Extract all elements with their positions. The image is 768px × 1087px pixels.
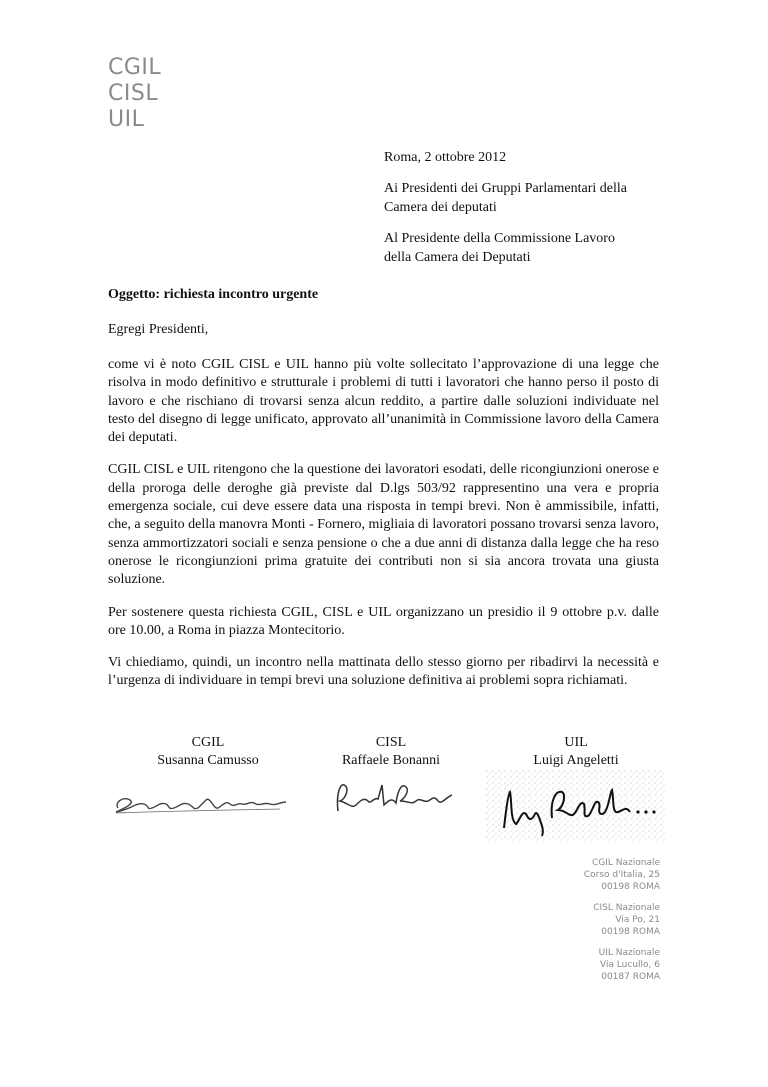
signer-cgil (108, 734, 308, 770)
signer-cisl-org: CISL (375, 735, 407, 750)
logo-uil: UIL (108, 107, 145, 132)
signature-camusso (110, 780, 290, 820)
address-cisl-line1: Via Po, 21 (615, 915, 660, 925)
address-uil (560, 947, 660, 983)
recipient-1-line1: Ai Presidenti dei Gruppi Parlamentari della (384, 181, 627, 196)
logo-cgil: CGIL (108, 55, 162, 80)
body-paragraph-4: Vi chiediamo, quindi, un incontro nella mattinata dello stesso giorno per ribadirvi la necessità e l’urgenza di individuare in tempi brevi una soluzione definitiva ai problemi sopra richiamati. (108, 655, 659, 689)
signature-angeletti (486, 770, 666, 842)
footer-addresses (560, 857, 660, 992)
recipient-2-line1: Al Presidente della Commissione Lavoro (384, 231, 615, 246)
address-cisl-line2: 00198 ROMA (601, 927, 660, 937)
letterhead-logo (108, 55, 161, 133)
recipient-2 (384, 229, 684, 267)
letter-date: Roma, 2 ottobre 2012 (384, 150, 507, 165)
recipient-1-line2: Camera dei deputati (384, 200, 497, 215)
signature-bonanni (330, 775, 460, 820)
recipient-1 (384, 179, 684, 217)
recipient-2-line2: della Camera dei Deputati (384, 250, 531, 265)
address-cgil-line2: 00198 ROMA (601, 882, 660, 892)
signer-cgil-name: Susanna Camusso (157, 753, 259, 768)
address-cisl-title: CISL Nazionale (593, 903, 660, 913)
address-cisl (560, 902, 660, 938)
letter-body (108, 356, 659, 705)
subject-line: Oggetto: richiesta incontro urgente (108, 287, 319, 302)
body-paragraph-2: CGIL CISL e UIL ritengono che la questione dei lavoratori esodati, delle ricongiunzioni onerose e della proroga delle deroghe già previste dal D.lgs 503/92 rappresentino una vera e propria emergenza sociale, cui deve essere data una risposta in tempi brevi. Non è ammissibile, infatti, che, a seguito della manovra Monti - Fornero, migliaia di lavoratori possano trovarsi senza lavoro, senza ammortizzatori sociali e senza pensione o che a due anni di distanza dalla legge che ha reso onerose le ricongiunzioni prima gratuite dei contributi non si sia ancora trovata una giusta soluzione. (108, 462, 659, 588)
salutation: Egregi Presidenti, (108, 322, 209, 337)
logo-cisl: CISL (108, 81, 159, 106)
address-uil-line1: Via Lucullo, 6 (599, 960, 660, 970)
body-paragraph-3: Per sostenere questa richiesta CGIL, CISL e UIL organizzano un presidio il 9 ottobre p.v. dalle ore 10.00, a Roma in piazza Montecitorio. (108, 604, 659, 638)
address-cgil-line1: Corso d'Italia, 25 (583, 870, 660, 880)
signer-cisl-name: Raffaele Bonanni (341, 753, 441, 768)
signer-uil (476, 734, 676, 770)
signer-uil-name: Luigi Angeletti (533, 753, 619, 768)
recipients-block (384, 148, 684, 279)
signer-uil-org: UIL (564, 735, 588, 750)
address-uil-title: UIL Nazionale (598, 948, 660, 958)
address-cgil (560, 857, 660, 893)
address-uil-line2: 00187 ROMA (601, 972, 660, 982)
signer-cgil-org: CGIL (191, 735, 225, 750)
signer-cisl (291, 734, 491, 770)
body-paragraph-1: come vi è noto CGIL CISL e UIL hanno più volte sollecitato l’approvazione di una legge che risolva in modo definitivo e strutturale i problemi di tutti i lavoratori che hanno perso il posto di lavoro e che rischiano di trovarsi senza alcun reddito, a partire dalle soluzioni individuate nel testo del disegno di legge unificato, approvato all’unanimità in Commissione lavoro della Camera dei deputati. (108, 357, 659, 446)
address-cgil-title: CGIL Nazionale (591, 858, 660, 868)
